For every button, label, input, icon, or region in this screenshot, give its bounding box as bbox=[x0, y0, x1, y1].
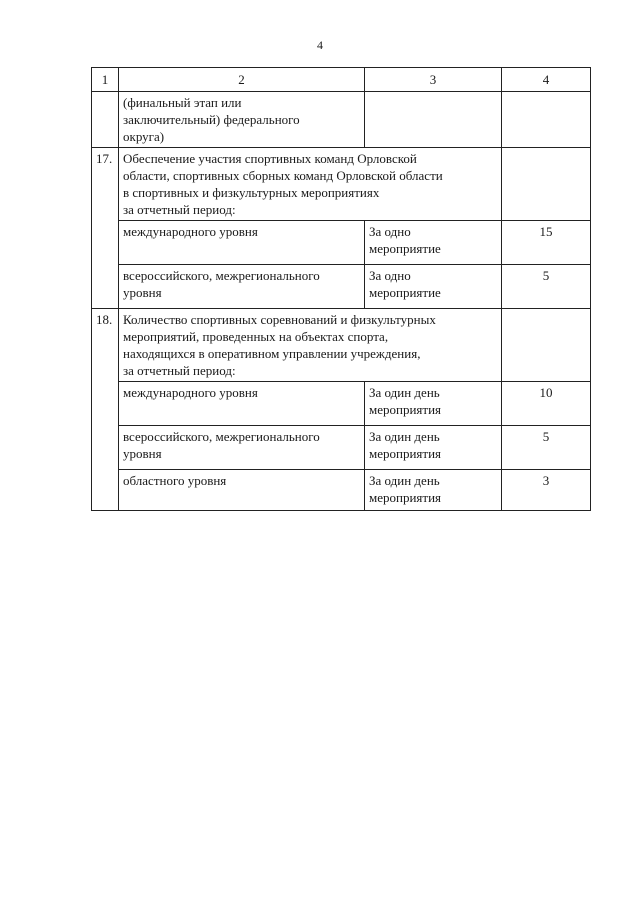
section-18-unit: За один день мероприятия bbox=[365, 426, 502, 470]
section-18-value: 10 bbox=[502, 382, 591, 426]
section-18-unit: За один день мероприятия bbox=[365, 470, 502, 511]
continued-row-number bbox=[92, 92, 119, 148]
section-17-row bbox=[92, 265, 591, 309]
criteria-table bbox=[91, 67, 591, 511]
section-17-level: всероссийского, межрегионального уровня bbox=[119, 265, 365, 309]
section-17-heading-value bbox=[502, 148, 591, 221]
section-18-row bbox=[92, 470, 591, 511]
section-18-value: 3 bbox=[502, 470, 591, 511]
continued-row-value bbox=[502, 92, 591, 148]
section-17-heading-row bbox=[92, 148, 591, 221]
section-18-row bbox=[92, 382, 591, 426]
page-number: 4 bbox=[317, 38, 323, 52]
section-18-level: всероссийского, межрегионального уровня bbox=[119, 426, 365, 470]
column-number-3: 3 bbox=[365, 68, 502, 92]
section-17-number: 17. bbox=[92, 148, 119, 309]
section-18-value: 5 bbox=[502, 426, 591, 470]
column-number-2: 2 bbox=[119, 68, 365, 92]
section-17-value: 15 bbox=[502, 221, 591, 265]
section-17-row bbox=[92, 221, 591, 265]
section-18-heading-row bbox=[92, 309, 591, 382]
section-18-row bbox=[92, 426, 591, 470]
section-18-level: международного уровня bbox=[119, 382, 365, 426]
section-17-unit: За одно мероприятие bbox=[365, 265, 502, 309]
column-number-4: 4 bbox=[502, 68, 591, 92]
column-number-1: 1 bbox=[92, 68, 119, 92]
section-17-level: международного уровня bbox=[119, 221, 365, 265]
section-17-unit: За одно мероприятие bbox=[365, 221, 502, 265]
section-18-level: областного уровня bbox=[119, 470, 365, 511]
section-17-title: Обеспечение участия спортивных команд Орловской области, спортивных сборных команд Орловской области в спортивных и физкультурных мероприятиях за отчетный период: bbox=[119, 148, 502, 221]
section-17-value: 5 bbox=[502, 265, 591, 309]
section-18-number: 18. bbox=[92, 309, 119, 511]
section-18-title: Количество спортивных соревнований и физкультурных мероприятий, проведенных на объектах спорта, находящихся в оперативном управлении учреждения, за отчетный период: bbox=[119, 309, 502, 382]
section-18-heading-value bbox=[502, 309, 591, 382]
continued-row bbox=[92, 92, 591, 148]
continued-row-text: (финальный этап или заключительный) федерального округа) bbox=[119, 92, 365, 148]
section-18-unit: За один день мероприятия bbox=[365, 382, 502, 426]
continued-row-unit bbox=[365, 92, 502, 148]
column-number-row bbox=[92, 68, 591, 92]
